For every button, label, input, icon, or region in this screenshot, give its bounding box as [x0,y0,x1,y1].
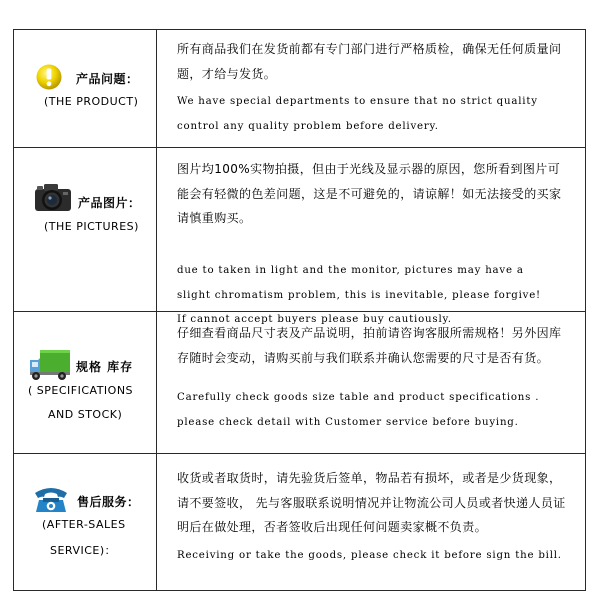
label-cell-product [14,30,157,147]
row-pictures [14,147,585,325]
row-product [14,30,585,147]
info-table [13,29,586,591]
label-en-pictures: (THE PICTURES) [44,220,139,233]
content-cell-pictures [157,148,585,325]
cn-description-after-sales: 收货或者取货时，请先验货后签单，物品若有损坏，或者是少货现象，请不要签收， 先与客服联系说明情况并让物流公司人员或者快递人员证明后在做处理，否者签收后出现任何问题卖家概不负责。 [177,471,566,534]
en-line: slight chromatism problem, this is inevitable, please forgive! [177,289,541,301]
en-description-after-sales [177,544,577,569]
label-cn-pictures: 产品图片： [78,196,141,210]
cn-description-product: 所有商品我们在发货前都有专门部门进行严格质检，确保无任何质量问题，才给与发货。 [177,42,562,81]
row-after-sales [14,453,585,590]
en-line: If cannot accept buyers please buy cautiously. [177,314,452,325]
en-line: Receiving or take the goods, please check it before sign the bill. [177,550,562,561]
en-line: We have special departments to ensure that no strict quality [177,96,538,107]
label-cn-specifications: 规格 库存 [76,360,134,374]
label-en-after-sales-line1: (AFTER-SALES [42,518,126,531]
en-description-product [177,90,577,139]
label-en-product: (THE PRODUCT) [44,95,139,108]
en-line: please check detail with Customer service before buying. [177,416,519,428]
label-cell-specifications [14,312,157,453]
label-cn-after-sales: 售后服务： [77,495,140,509]
en-description-specifications [177,386,577,435]
label-cell-pictures [14,148,157,311]
cn-description-specifications: 仔细查看商品尺寸表及产品说明，拍前请咨询客服所需规格！另外因库存随时会变动，请购买前与我们联系并确认您需要的尺寸是否有货。 [177,326,562,365]
delivery-truck-icon [28,348,72,382]
content-cell-after-sales [157,454,585,590]
en-line: Carefully check goods size table and product specifications . [177,392,540,403]
label-cn-product: 产品问题： [76,72,139,86]
label-en-specifications-line2: AND STOCK) [48,408,123,421]
en-line: control any quality problem before delivery. [177,120,439,132]
content-cell-specifications [157,312,585,453]
label-en-specifications-line1: ( SPECIFICATIONS [28,384,134,397]
exclamation-circle-icon [36,64,62,90]
camera-icon [34,182,72,212]
en-line: due to taken in light and the monitor, pictures may have a [177,265,524,276]
content-cell-product [157,30,585,147]
telephone-icon [32,484,70,514]
row-specifications [14,311,585,453]
cn-description-pictures: 图片均100%实物拍摄，但由于光线及显示器的原因，您所看到图片可能会有轻微的色差问题，这是不可避免的，请谅解！如无法接受的买家请慎重购买。 [177,162,562,225]
label-en-after-sales-line2: SERVICE)： [50,544,117,557]
label-cell-after-sales [14,454,157,590]
